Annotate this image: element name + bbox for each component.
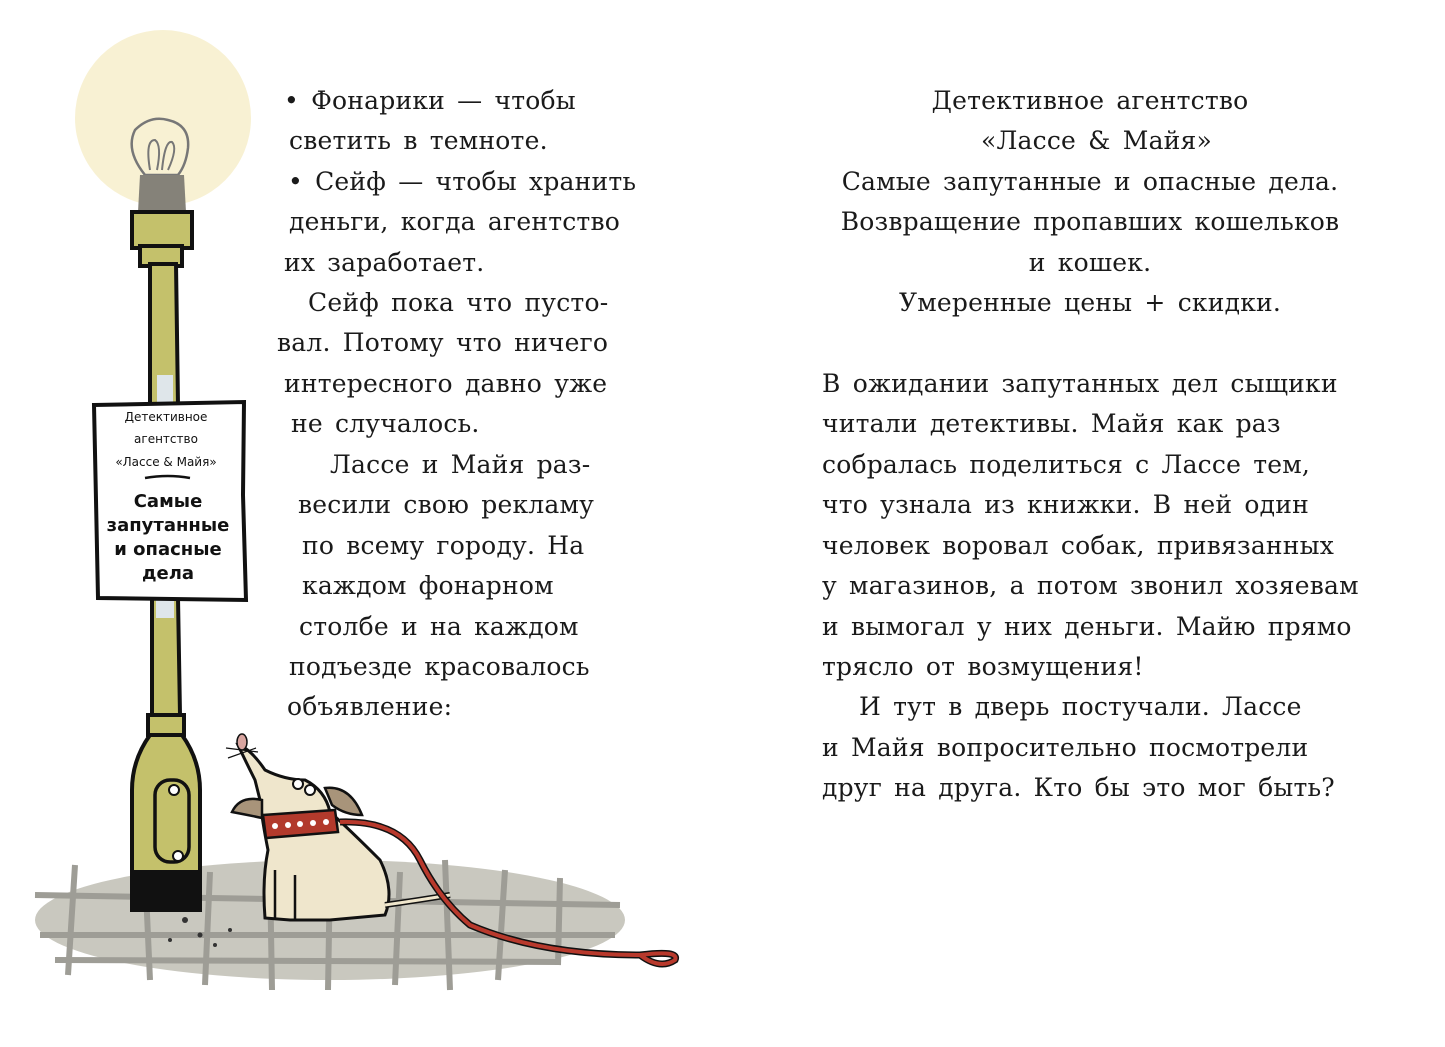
advertisement-sign	[94, 402, 246, 600]
text-line: вал. Потому что ничего	[277, 328, 609, 357]
sign-line-1: Детективное	[124, 410, 208, 424]
text-line: собралась поделиться с Лассе тем,	[822, 450, 1311, 479]
text-line: светить в темноте.	[289, 126, 548, 155]
text-line: Сейф пока что пусто-	[308, 288, 609, 317]
text-line: и вымогал у них деньги. Майю прямо	[822, 612, 1352, 641]
text-line: их заработает.	[284, 248, 485, 277]
sign-line-6: и опасные	[114, 539, 222, 560]
text-line: объявление:	[287, 692, 453, 721]
text-line: деньги, когда агентство	[289, 207, 620, 236]
text-line: читали детективы. Майя как раз	[822, 409, 1281, 438]
text-line: трясло от возмущения!	[822, 652, 1144, 681]
text-line: столбе и на каждом	[299, 612, 579, 641]
sign-line-2: агентство	[134, 432, 198, 446]
text-line: • Сейф — чтобы хранить	[288, 167, 637, 196]
sign-line-3: «Лассе & Майя»	[115, 455, 217, 469]
text-line: каждом фонарном	[302, 571, 554, 600]
text-line: весили свою рекламу	[298, 490, 595, 519]
text-line: интересного давно уже	[284, 369, 608, 398]
text-line: что узнала из книжки. В ней один	[822, 490, 1309, 519]
text-line: и Майя вопросительно посмотрели	[822, 733, 1309, 762]
text-line: Лассе и Майя раз-	[330, 450, 591, 479]
ad-line: и кошек.	[1028, 248, 1152, 277]
ad-line: Умеренные цены + скидки.	[898, 288, 1282, 317]
text-line: у магазинов, а потом звонил хозяевам	[822, 571, 1359, 600]
sign-line-7: дела	[141, 563, 195, 584]
text-line: по всему городу. На	[302, 531, 585, 560]
ad-line: «Лассе & Майя»	[980, 126, 1213, 155]
text-line: не случалось.	[291, 409, 480, 438]
sign-line-4: Самые	[133, 491, 203, 512]
text-line: • Фонарики — чтобы	[284, 86, 576, 115]
text-line: В ожидании запутанных дел сыщики	[822, 369, 1338, 398]
text-line: друг на друга. Кто бы это мог быть?	[822, 773, 1335, 802]
text-line: подъезде красовалось	[289, 652, 590, 681]
ad-line: Детективное агентство	[931, 86, 1249, 115]
ad-line: Самые запутанные и опасные дела.	[841, 167, 1339, 196]
text-line: человек воровал собак, привязанных	[822, 531, 1335, 560]
ad-line: Возвращение пропавших кошельков	[840, 207, 1340, 236]
text-line: И тут в дверь постучали. Лассе	[859, 692, 1302, 721]
sign-line-5: запутанные	[106, 515, 230, 536]
